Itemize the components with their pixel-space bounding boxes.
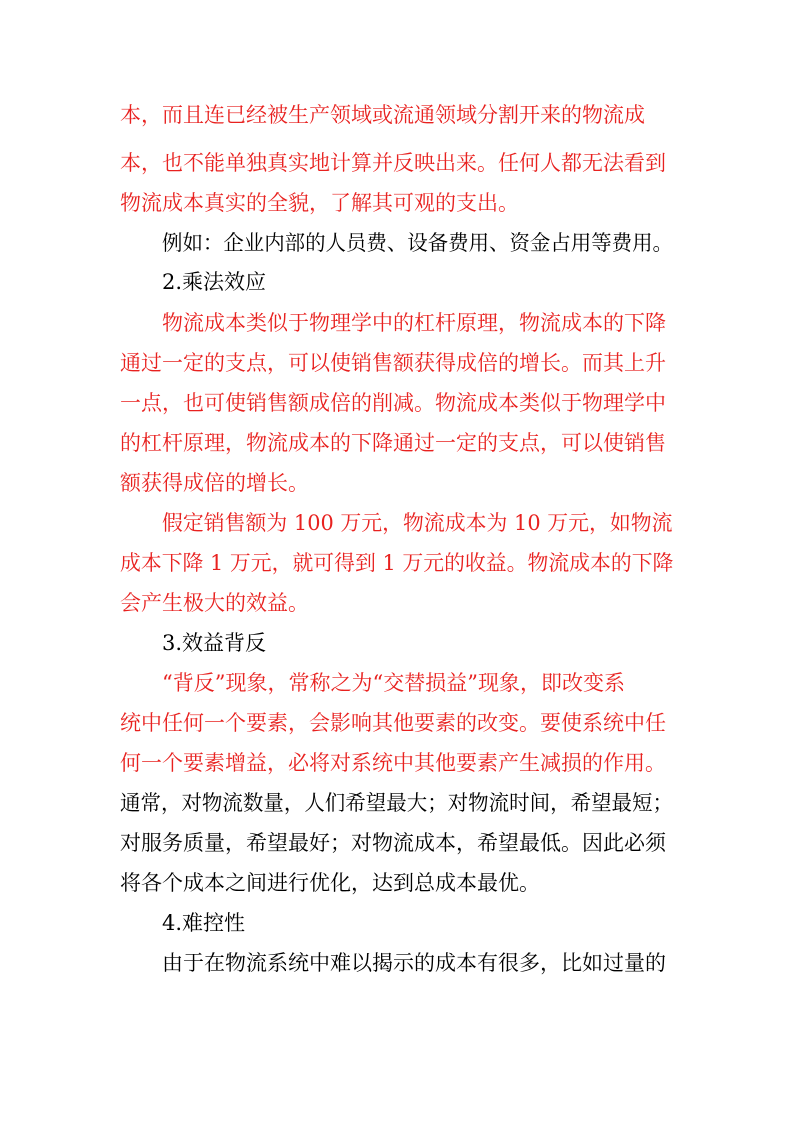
text-line: 物流成本真实的全貌，了解其可观的支出。 bbox=[120, 191, 519, 215]
text-line: 假定销售额为 100 万元，物流成本为 10 万元，如物流 bbox=[162, 511, 673, 535]
text-line: 一点，也可使销售额成倍的削减。物流成本类似于物理学中 bbox=[120, 391, 666, 415]
text-line: 由于在物流系统中难以揭示的成本有很多，比如过量的 bbox=[162, 951, 666, 975]
text-line: 会产生极大的效益。 bbox=[120, 591, 309, 615]
text-line: 通常，对物流数量，人们希望最大；对物流时间，希望最短； bbox=[120, 791, 673, 815]
section-heading: 2.乘法效应 bbox=[162, 270, 267, 294]
text-line: 物流成本类似于物理学中的杠杆原理，物流成本的下降 bbox=[162, 311, 666, 335]
text-line: 的杠杆原理，物流成本的下降通过一定的支点，可以使销售 bbox=[120, 431, 666, 455]
text-line: 例如：企业内部的人员费、设备费用、资金占用等费用。 bbox=[162, 231, 673, 255]
text-line: 本，而且连已经被生产领域或流通领域分割开来的物流成 bbox=[120, 103, 645, 127]
text-line: 本，也不能单独真实地计算并反映出来。任何人都无法看到 bbox=[120, 151, 666, 175]
section-heading: 3.效益背反 bbox=[162, 631, 267, 655]
text-line: 通过一定的支点，可以使销售额获得成倍的增长。而其上升 bbox=[120, 351, 666, 375]
text-line: 对服务质量，希望最好；对物流成本，希望最低。因此必须 bbox=[120, 831, 666, 855]
text-line: 额获得成倍的增长。 bbox=[120, 471, 309, 495]
text-line: 成本下降 1 万元，就可得到 1 万元的收益。物流成本的下降 bbox=[120, 551, 674, 575]
text-line: 统中任何一个要素，会影响其他要素的改变。要使系统中任 bbox=[120, 711, 666, 735]
section-heading: 4.难控性 bbox=[162, 911, 246, 935]
text-line: 将各个成本之间进行优化，达到总成本最优。 bbox=[120, 871, 540, 895]
text-line: 何一个要素增益，必将对系统中其他要素产生减损的作用。 bbox=[120, 751, 666, 775]
text-line: “背反”现象，常称之为“交替损益”现象，即改变系 bbox=[162, 671, 625, 695]
